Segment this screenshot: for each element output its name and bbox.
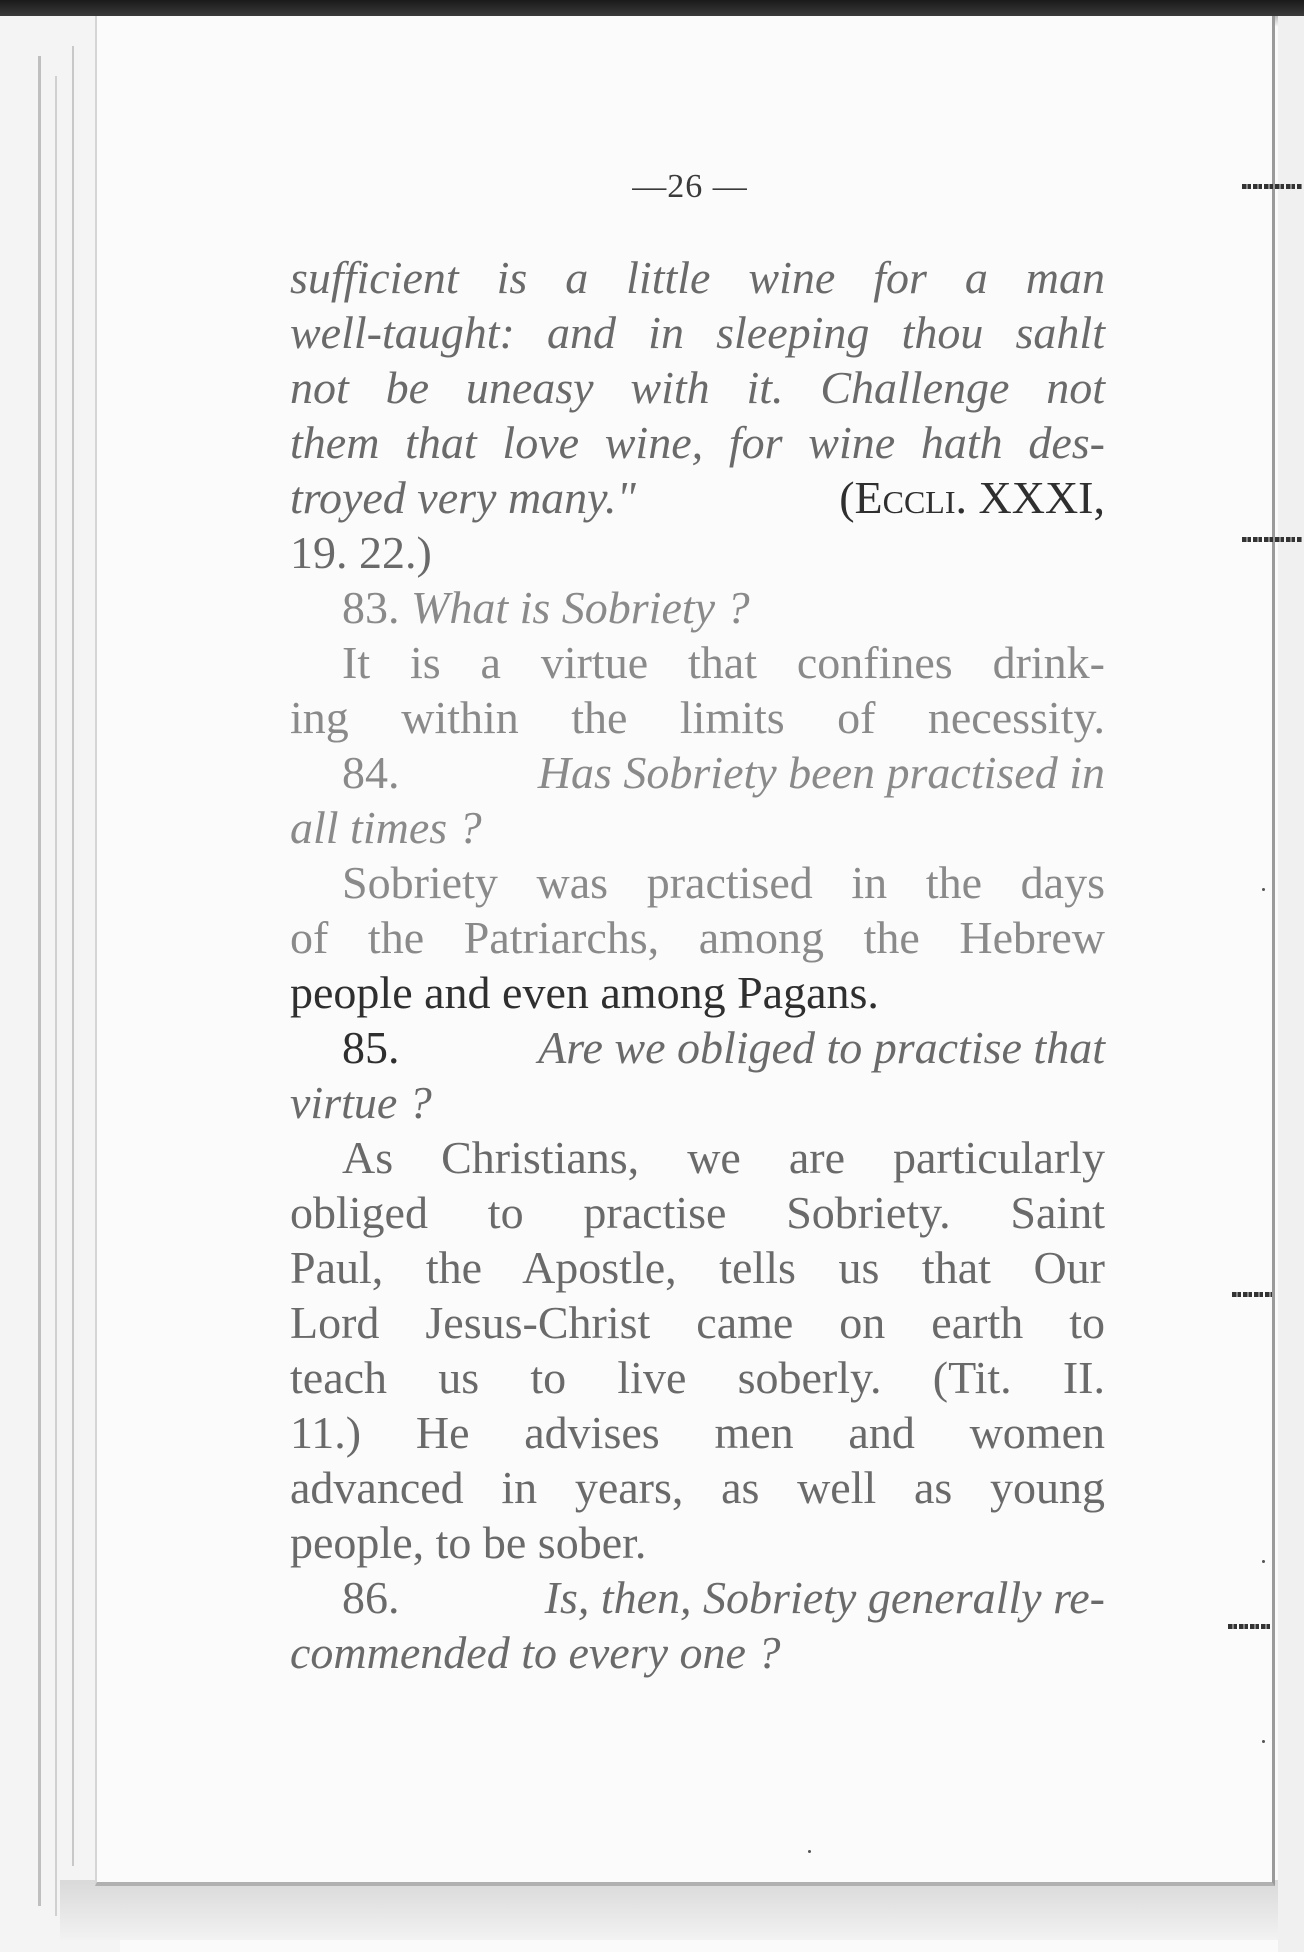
spine-stitch-mark — [1242, 535, 1302, 543]
answer-line: teach us to live soberly. (Tit. II. — [290, 1352, 1105, 1403]
answer-line: of the Patriarchs, among the Hebrew — [290, 912, 1105, 963]
question-number: 83. — [342, 582, 400, 633]
answer-line: Sobriety was practised in the days — [342, 857, 1105, 908]
answer-line: people, to be sober. — [290, 1517, 647, 1568]
spine-stitch-mark — [1228, 1622, 1272, 1630]
page-bottom-shadow — [60, 1880, 1280, 1940]
page-edge-line — [38, 56, 41, 1906]
question-line: commended to every one ? — [290, 1627, 781, 1678]
text-line — [290, 470, 1105, 525]
scripture-citation: (Eccli. XXXI, — [839, 472, 1105, 523]
question-number: 85. — [342, 1022, 400, 1073]
page-body-text — [290, 250, 1105, 1680]
answer-line: Paul, the Apostle, tells us that Our — [290, 1242, 1105, 1293]
question-line: virtue ? — [290, 1077, 432, 1128]
text-line: well-taught: and in sleeping thou sahlt — [290, 307, 1105, 358]
book-right-strip — [1278, 16, 1304, 1952]
answer-line: 11.) He advises men and women — [290, 1407, 1105, 1458]
paper-speck — [1262, 888, 1265, 891]
text-span: troyed very many." — [290, 472, 636, 523]
question-text: Are we obliged to practise that — [538, 1022, 1105, 1073]
text-line: sufficient is a little wine for a man — [290, 252, 1105, 303]
question-85 — [290, 1020, 1105, 1075]
answer-line: As Christians, we are particularly — [342, 1132, 1105, 1183]
answer-line: ing within the limits of necessity. — [290, 692, 1105, 743]
scan-top-edge — [0, 0, 1304, 16]
question-number: 84. — [342, 747, 400, 798]
question-text: What is Sobriety ? — [411, 582, 750, 633]
page-edge-line — [72, 46, 74, 1866]
spine-stitch-mark — [1232, 1290, 1272, 1298]
answer-line: Lord Jesus-Christ came on earth to — [290, 1297, 1105, 1348]
question-number: 86. — [342, 1572, 400, 1623]
answer-line: It is a virtue that confines drink- — [342, 637, 1105, 688]
paper-speck — [1262, 1560, 1265, 1563]
question-text: Is, then, Sobriety generally re- — [544, 1572, 1105, 1623]
paper-speck — [1262, 1740, 1265, 1743]
question-86 — [290, 1570, 1105, 1625]
answer-line: obliged to practise Sobriety. Saint — [290, 1187, 1105, 1238]
text-line: them that love wine, for wine hath des- — [290, 417, 1105, 468]
answer-line: advanced in years, as well as young — [290, 1462, 1105, 1513]
question-text: Has Sobriety been practised in — [537, 747, 1105, 798]
page-edge-line — [55, 76, 57, 1916]
text-line: 19. 22.) — [290, 527, 432, 578]
answer-line: people and even among Pagans. — [290, 967, 879, 1018]
text-line: not be uneasy with it. Challenge not — [290, 362, 1105, 413]
paper-speck — [808, 1850, 811, 1853]
question-83 — [290, 580, 1105, 635]
question-84 — [290, 745, 1105, 800]
question-line: all times ? — [290, 802, 482, 853]
page-number: —26 — — [632, 168, 748, 205]
